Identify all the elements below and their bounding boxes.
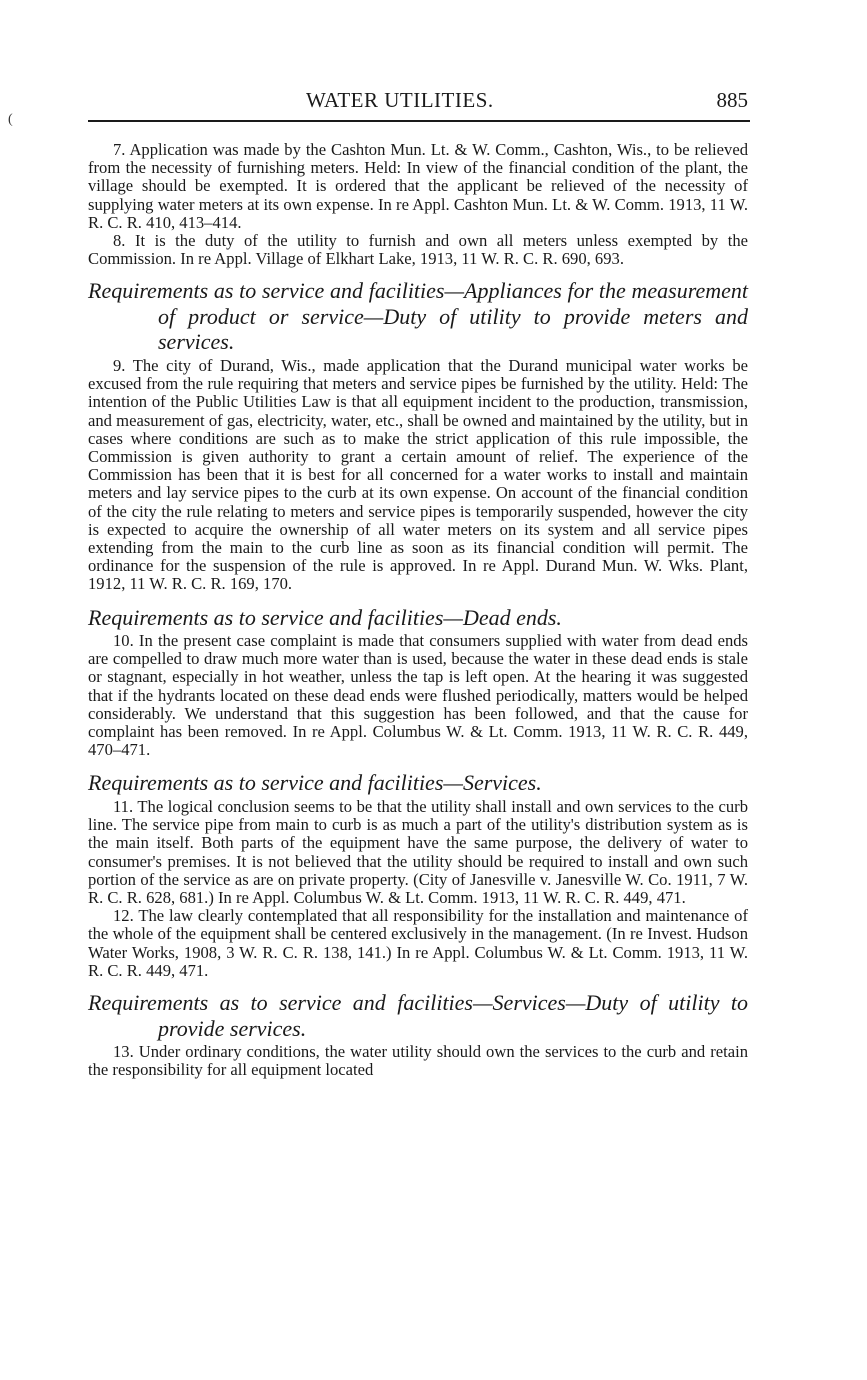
paragraph-7: 7. Application was made by the Cashton Mun. Lt. & W. Comm., Cashton, Wis., to be relieved from the necessity of furnishing meters. Held: In view of the financial condition of the plant, the village should be exempted. It is ordered that the applicant be relieved of the necessity of supplying water meters at its own expense. In re Appl. Cashton Mun. Lt. & W. Comm. 1913, 11 W. R. C. R. 410, 413–414. — [88, 140, 748, 232]
paragraph-8: 8. It is the duty of the utility to furnish and own all meters unless exempted by the Commission. In re Appl. Village of Elkhart Lake, 1913, 11 W. R. C. R. 690, 693. — [88, 231, 748, 269]
page-number: 885 — [716, 88, 748, 112]
paragraph-13: 13. Under ordinary conditions, the water utility should own the services to the curb and retain the responsibility for all equipment located — [88, 1042, 748, 1080]
running-title: WATER UTILITIES. — [306, 88, 494, 112]
paragraph-9: 9. The city of Durand, Wis., made application that the Durand municipal water works be excused from the rule requiring that meters and service pipes be furnished by the utility. Held: The intention of the Public Utilities Law is that all equipment incident to the production, transmission, and measurement of gas, electricity, water, etc., shall be owned and maintained by the utility, but in cases where conditions are such as to make the strict application of this rule impossible, the Commission is given authority to grant a certain amount of relief. The experience of the Commission has been that it is best for all concerned for a water works to install and maintain meters and lay service pipes to the curb at its own expense. On account of the financial condition of the city the rule relating to meters and service pipes is temporarily suspended, however the city is expected to acquire the ownership of all water meters on its system and all service pipes extending from the main to the curb line as soon as its financial condition will permit. The ordinance for the suspension of the rule is approved. In re Appl. Durand Mun. W. Wks. Plant, 1912, 11 W. R. C. R. 169, 170. — [88, 355, 748, 594]
section-heading-duty-to-provide-services: Requirements as to service and facilities—Services—Duty of utility to provide services. — [88, 990, 748, 1041]
page-header — [88, 86, 750, 122]
margin-mark: ( — [8, 112, 13, 127]
paragraph-11: 11. The logical conclusion seems to be that the utility shall install and own services to the curb line. The service pipe from main to curb is as much a part of the utility's distribution system as is the main itself. Both parts of the equipment have the same purpose, the delivery of water to consumer's premises. It is not believed that the utility should be required to install and own such portion of the service as are on private property. (City of Janesville v. Janesville W. Co. 1911, 7 W. R. C. R. 628, 681.) In re Appl. Columbus W. & Lt. Comm. 1913, 11 W. R. C. R. 449, 471. — [88, 796, 748, 907]
section-heading-meters-and-services: Requirements as to service and facilities—Appliances for the measurement of product or service—Duty of utility to provide meters and services. — [88, 278, 748, 355]
paragraph-10: 10. In the present case complaint is made that consumers supplied with water from dead ends are compelled to draw much more water than is used, because the water in these dead ends is stale or stagnant, especially in hot weather, unless the tap is left open. At the hearing it was suggested that if the hydrants located on these dead ends were flushed periodically, matters would be helped considerably. We understand that this suggestion has been followed, and that the cause for complaint has been removed. In re Appl. Columbus W. & Lt. Comm. 1913, 11 W. R. C. R. 449, 470–471. — [88, 631, 748, 760]
page-body — [88, 141, 748, 1079]
section-heading-dead-ends: Requirements as to service and facilities—Dead ends. — [88, 604, 562, 630]
section-heading-services: Requirements as to service and facilities—Services. — [88, 770, 542, 796]
paragraph-12: 12. The law clearly contemplated that all responsibility for the installation and maintenance of the whole of the equipment shall be centered exclusively in the management. (In re Invest. Hudson Water Works, 1908, 3 W. R. C. R. 138, 141.) In re Appl. Columbus W. & Lt. Comm. 1913, 11 W. R. C. R. 449, 471. — [88, 906, 748, 980]
